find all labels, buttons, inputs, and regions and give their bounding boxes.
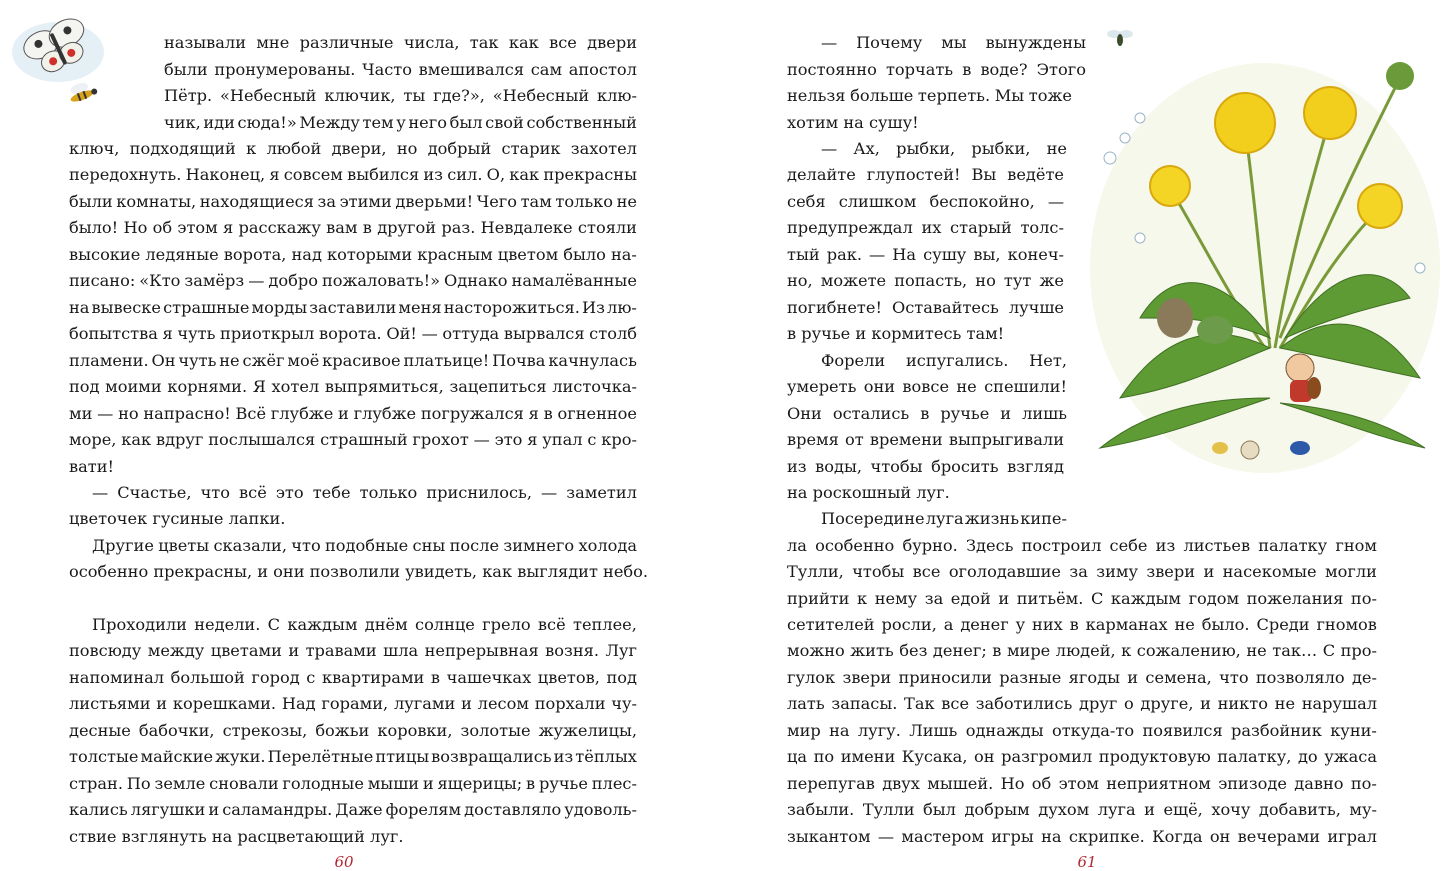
text-line: кались лягушки и саламандры. Даже форелям доставляло удоволь- xyxy=(69,800,637,819)
left-page xyxy=(0,0,722,870)
text-line: прийти к нему за едой и питьём. С каждым годом пожелания по- xyxy=(787,589,1377,608)
text-line: перепугав двух мышей. Но об этом неприятном эпизоде давно по- xyxy=(787,774,1377,793)
text-line: Посередине луга жизнь кипе- xyxy=(821,509,1067,528)
text-line: Другие цветы сказали, что подобные сны после зимнего холода xyxy=(92,536,637,555)
dandelion-meadow-illustration xyxy=(1080,18,1445,480)
text-line: Они остались в ручье и лишь xyxy=(787,404,1067,423)
text-line: — Почему мы вынуждены xyxy=(821,33,1086,52)
text-line: ла особенно бурно. Здесь построил себе из листьев палатку гном xyxy=(787,536,1377,555)
text-line: цветочек гусиные лапки. xyxy=(69,509,286,528)
text-line: на вывеске страшные морды заставили меня насторожиться. Из лю- xyxy=(69,298,637,317)
text-line: лать запасы. Так все заботились друг о друге, и никто не нарушал xyxy=(787,694,1377,713)
text-line: предупреждал их старый толс- xyxy=(787,218,1064,237)
page-number-right: 61 xyxy=(1077,853,1097,871)
text-line: толстые майские жуки. Перелётные птицы возвращались из тёплых xyxy=(69,747,637,766)
text-line: Пётр. «Небесный ключик, ты где?», «Небесный клю- xyxy=(164,86,637,105)
page-number-left: 60 xyxy=(334,853,354,871)
text-line: особенно прекрасны, и они позволили увидеть, как выглядит небо. xyxy=(69,562,649,581)
text-line: напоминал большой город с квартирами в чашечках цветов, под xyxy=(69,668,637,687)
text-line: писано: «Кто замёрз — добро пожаловать!» Однако намалёванные xyxy=(69,271,637,290)
text-line: Тулли, чтобы все оголодавшие за зиму звери и насекомые могли xyxy=(787,562,1377,581)
text-line: чик, иди сюда!» Между тем у него был свой собственный xyxy=(164,113,637,132)
text-line: были пронумерованы. Часто вмешивался сам апостол xyxy=(164,60,637,79)
text-line: ми — но напрасно! Всё глубже и глубже погружался я в огненное xyxy=(69,404,637,423)
text-line: гулок звери приносили разные ягоды и семена, что позволяло де- xyxy=(787,668,1377,687)
text-line: под моими корнями. Я хотел выпрямиться, зацепиться листочка- xyxy=(69,377,637,396)
text-line: постоянно торчать в воде? Этого xyxy=(787,60,1086,79)
text-line: ствие взглянуть на расцветающий луг. xyxy=(69,827,404,846)
text-line: погибнете! Оставайтесь лучше xyxy=(787,298,1064,317)
text-line: ключ, подходящий к любой двери, но добрый старик захотел xyxy=(69,139,637,158)
text-line: море, как вдруг послышался страшный грохот — это я упал с кро- xyxy=(69,430,637,449)
text-line: зыкантом — мастером игры на скрипке. Когда он вечерами играл xyxy=(787,827,1377,846)
text-line: время от времени выпрыгивали xyxy=(787,430,1064,449)
text-line: было! Но об этом я расскажу вам в другой раз. Невдалеке стояли xyxy=(69,218,637,237)
text-line: были комнаты, находящиеся за этими дверьми! Чего там только не xyxy=(69,192,637,211)
text-line: — Ах, рыбки, рыбки, не xyxy=(821,139,1067,158)
text-line: высокие ледяные ворота, над которыми красным цветом было на- xyxy=(69,245,637,264)
text-line: передохнуть. Наконец, я совсем выбился из сил. О, как прекрасны xyxy=(69,165,637,184)
text-line: делайте глупостей! Вы ведёте xyxy=(787,165,1064,184)
text-line: вати! xyxy=(69,457,115,476)
text-line: листьями и корешками. Над горами, лугами и лесом порхали чу- xyxy=(69,694,637,713)
text-line: на роскошный луг. xyxy=(787,483,950,502)
text-line: Форели испугались. Нет, xyxy=(821,351,1067,370)
text-line: пламени. Он чуть не сжёг моё красивое платьице! Почва качнулась xyxy=(69,351,637,370)
text-line: десные бабочки, стрекозы, божьи коровки, золотые жужелицы, xyxy=(69,721,637,740)
text-line: стран. По земле сновали голодные мыши и ящерицы; в ручье плес- xyxy=(69,774,637,793)
text-line: ца по имени Кусака, он разгромил продуктовую палатку, до ужаса xyxy=(787,747,1377,766)
text-line: мир на лугу. Лишь однажды откуда-то появился разбойник куни- xyxy=(787,721,1377,740)
text-line: — Счастье, что всё это тебе только приснилось, — заметил xyxy=(92,483,637,502)
text-line: себя слишком беспокойно, — xyxy=(787,192,1064,211)
text-line: сетителей росли, а денег у них в карманах не было. Среди гномов xyxy=(787,615,1377,634)
text-line: называли мне различные числа, так как все двери xyxy=(164,33,637,52)
text-line: но, можете попасть, но тут же xyxy=(787,271,1064,290)
text-line: бопытства я чуть приоткрыл ворота. Ой! — оттуда вырвался столб xyxy=(69,324,637,343)
text-line: нельзя больше терпеть. Мы тоже xyxy=(787,86,1072,105)
butterfly-illustration xyxy=(0,0,160,120)
text-line: из воды, чтобы бросить взгляд xyxy=(787,457,1064,476)
text-line: забыли. Тулли был добрым духом луга и ещё, хочу добавить, му- xyxy=(787,800,1377,819)
text-line: повсюду между цветами и травами шла непрерывная возня. Луг xyxy=(69,641,637,660)
text-line: можно жить без денег; в мире людей, к сожалению, не так… С про- xyxy=(787,641,1377,660)
text-line: тый рак. — На сушу вы, конеч- xyxy=(787,245,1064,264)
right-page xyxy=(723,0,1445,870)
text-line: умереть они вовсе не спешили! xyxy=(787,377,1067,396)
text-line: хотим на сушу! xyxy=(787,113,919,132)
text-line: Проходили недели. С каждым днём солнце грело всё теплее, xyxy=(92,615,637,634)
text-line: в ручье и кормитесь там! xyxy=(787,324,1005,343)
